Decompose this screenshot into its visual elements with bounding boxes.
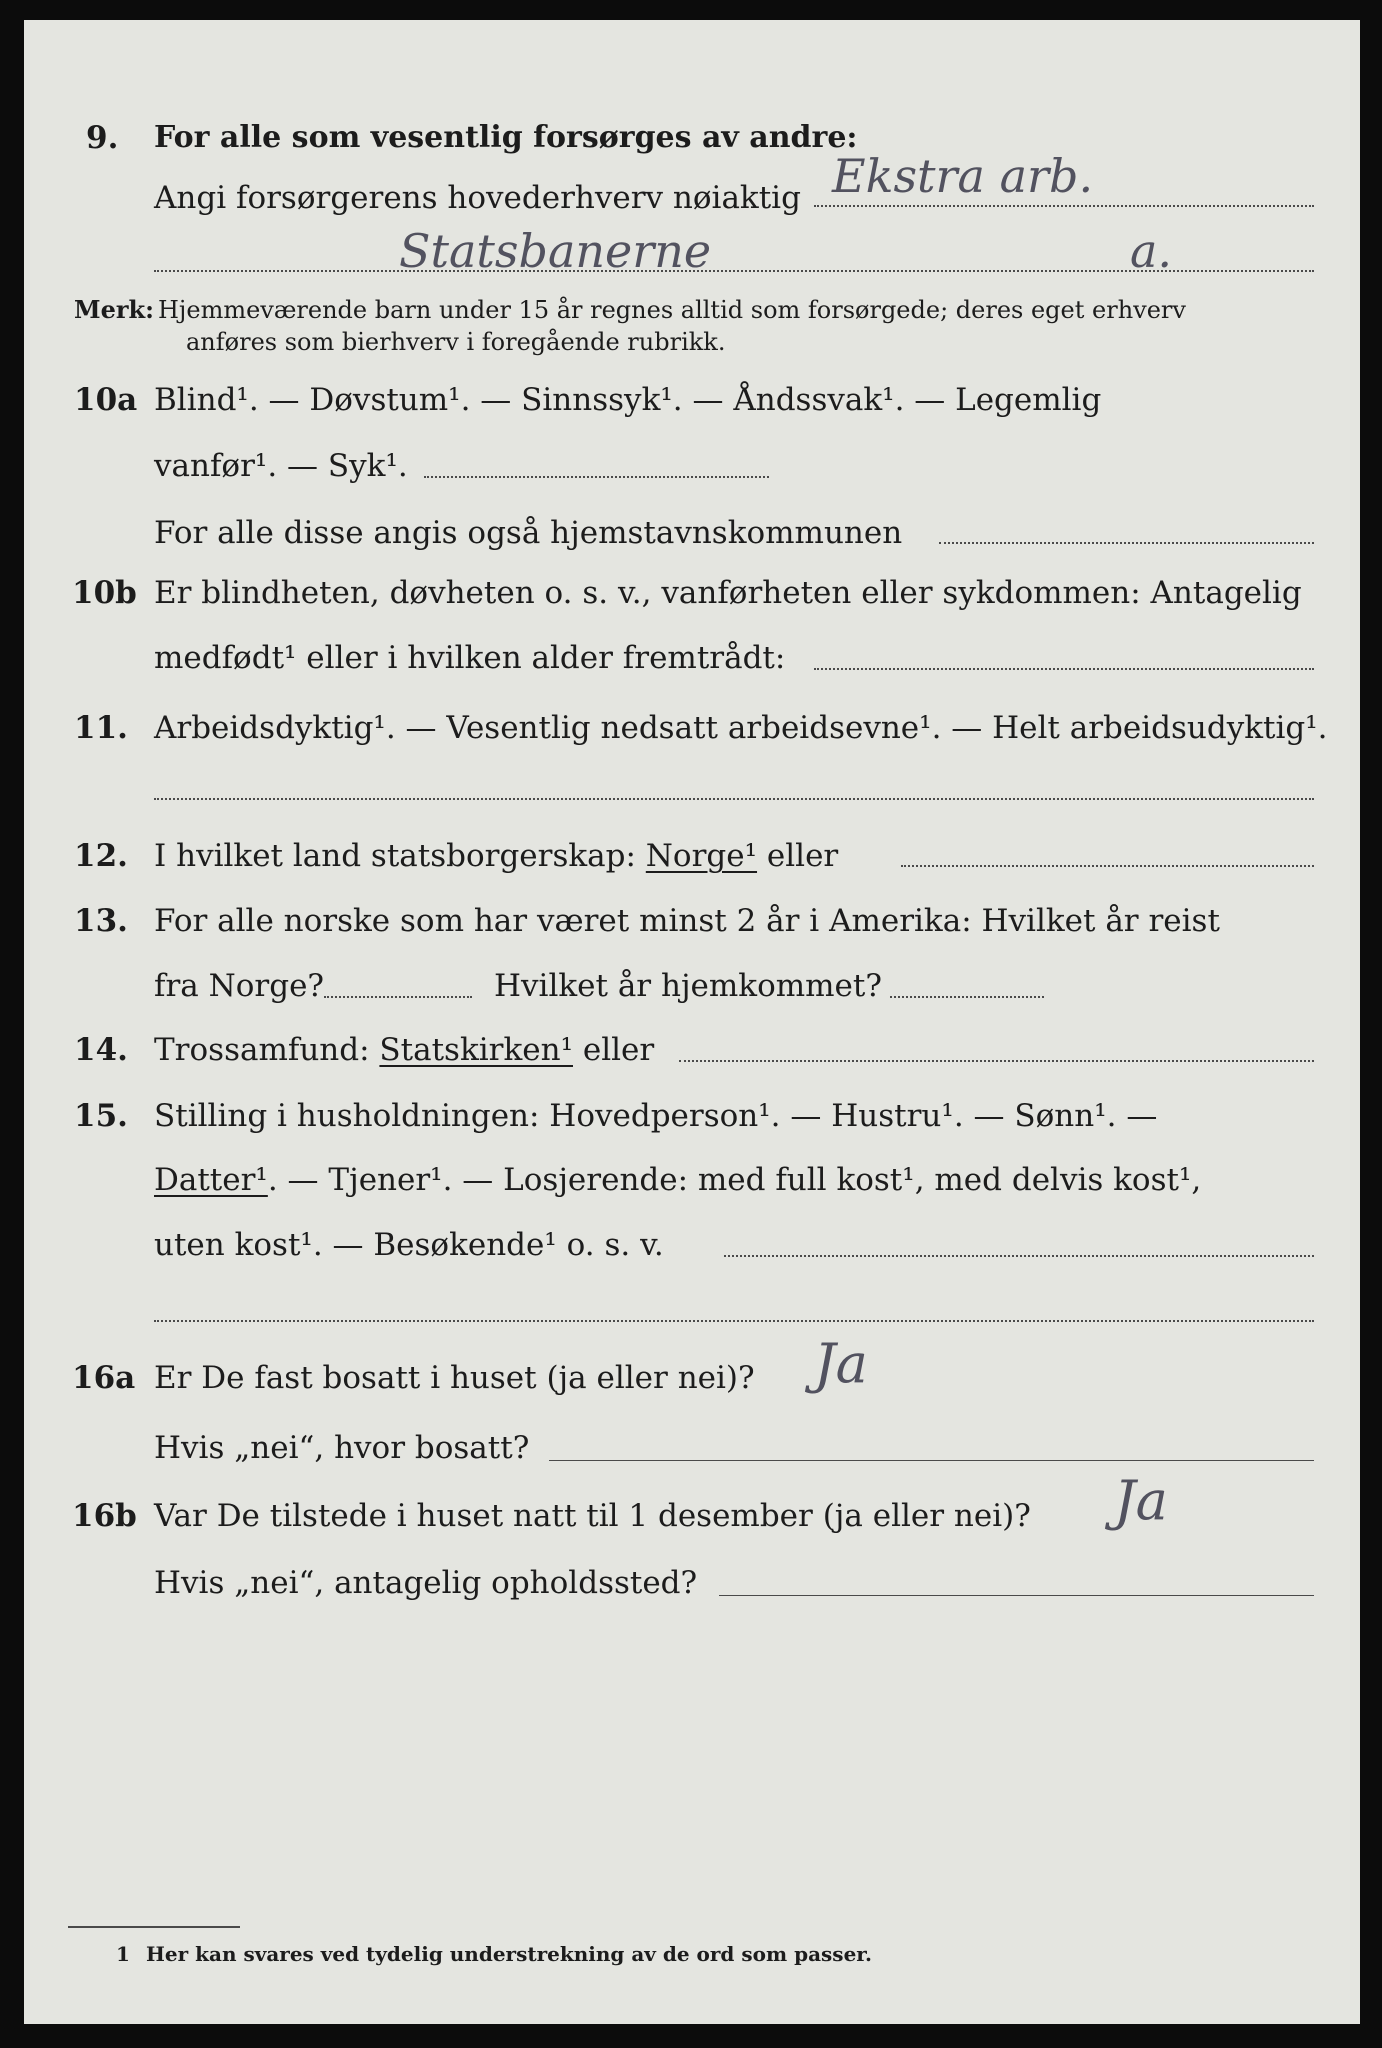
q16b-line-1: Var De tilstede i huset natt til 1 desember (ja eller nei)? <box>154 1498 1031 1534</box>
q16a-line-1: Er De fast bosatt i huset (ja eller nei)? <box>154 1360 755 1396</box>
q9-handwritten-answer-1: Ekstra arb. <box>832 149 1094 203</box>
q14-prefix: Trossamfund: <box>154 1032 370 1068</box>
q14-statskirken-underlined: Statskirken¹ <box>379 1032 573 1068</box>
q16b-handwritten-answer: Ja <box>1114 1469 1168 1532</box>
q12-number: 12. <box>74 838 128 874</box>
q12-answer-line <box>901 865 1314 867</box>
q12-suffix: eller <box>766 838 839 874</box>
q13-reist-answer-line <box>324 996 472 998</box>
q10a-hjemstavn-answer-line <box>939 542 1314 544</box>
q15-line-1: Stilling i husholdningen: Hovedperson¹. — Hustru¹. — Sønn¹. — <box>154 1098 1158 1134</box>
footnote-text: Her kan svares ved tydelig understrekning av de ord som passer. <box>146 1942 872 1966</box>
q10b-answer-line <box>814 668 1314 670</box>
q12-prefix: I hvilket land statsborgerskap: <box>154 838 636 874</box>
q10a-line-3: For alle disse angis også hjemstavnskommunen <box>154 515 903 551</box>
q16a-answer-line <box>549 1460 1314 1461</box>
q10a-number: 10a <box>74 382 138 418</box>
q12-norge-underlined: Norge¹ <box>645 838 758 874</box>
q14-number: 14. <box>74 1032 128 1068</box>
q15-line-2-rest: . — Tjener¹. — Losjerende: med full kost¹, med delvis kost¹, <box>267 1162 1202 1198</box>
footnote-rule <box>68 1926 240 1928</box>
q14-line <box>154 1032 654 1068</box>
q15-number: 15. <box>74 1098 128 1134</box>
q9-answer-line-1 <box>814 205 1314 207</box>
q14-suffix: eller <box>582 1032 655 1068</box>
q10b-line-2: medfødt¹ eller i hvilken alder fremtrådt: <box>154 640 786 676</box>
q16a-line-2: Hvis „nei“, hvor bosatt? <box>154 1430 530 1466</box>
q15-answer-line-1 <box>724 1255 1314 1257</box>
q9-line: Angi forsørgerens hovederhverv nøiaktig <box>154 180 801 216</box>
merk-label: Merk: <box>74 295 154 324</box>
q13-line-1: For alle norske som har været minst 2 år i Amerika: Hvilket år reist <box>154 903 1220 939</box>
q14-answer-line <box>679 1060 1314 1062</box>
q15-line-3: uten kost¹. — Besøkende¹ o. s. v. <box>154 1227 664 1263</box>
q13-line-2b: Hvilket år hjemkommet? <box>494 968 882 1004</box>
q15-answer-line-2 <box>154 1320 1314 1322</box>
q15-line-2 <box>154 1162 1201 1198</box>
q10b-line-1: Er blindheten, døvheten o. s. v., vanførheten eller sykdommen: Antagelig <box>154 575 1302 611</box>
q10a-line-1: Blind¹. — Døvstum¹. — Sinnssyk¹. — Åndssvak¹. — Legemlig <box>154 382 1102 418</box>
q9-number: 9. <box>86 120 119 156</box>
q11-number: 11. <box>74 710 128 746</box>
census-form-page <box>24 20 1360 2024</box>
q9-handwritten-answer-2: Statsbanerne <box>399 224 712 278</box>
q16a-number: 16a <box>72 1360 136 1396</box>
q13-line-2a: fra Norge? <box>154 968 325 1004</box>
q15-datter-underlined: Datter¹ <box>154 1162 268 1198</box>
q10a-syk-answer-line <box>424 476 769 478</box>
q16b-answer-line <box>719 1595 1314 1596</box>
q9-heading: For alle som vesentlig forsørges av andre: <box>154 120 858 155</box>
q10b-number: 10b <box>72 575 137 611</box>
q16a-handwritten-answer: Ja <box>814 1332 868 1395</box>
q10a-line-2: vanfør¹. — Syk¹. <box>154 448 408 484</box>
q11-line-1: Arbeidsdyktig¹. — Vesentlig nedsatt arbeidsevne¹. — Helt arbeidsudyktig¹. <box>154 710 1328 746</box>
footnote-mark: 1 <box>116 1942 130 1966</box>
q16b-number: 16b <box>72 1498 137 1534</box>
q9-handwritten-answer-3: a. <box>1130 224 1173 278</box>
merk-line-2: anføres som bierhverv i foregående rubrikk. <box>186 328 726 356</box>
merk-line-1: Hjemmeværende barn under 15 år regnes alltid som forsørgede; deres eget erhverv <box>158 296 1186 324</box>
q13-hjemkommet-answer-line <box>890 996 1044 998</box>
q13-number: 13. <box>74 903 128 939</box>
q16b-line-2: Hvis „nei“, antagelig opholdssted? <box>154 1565 698 1601</box>
q12-line <box>154 838 838 874</box>
q11-answer-line <box>154 798 1314 800</box>
